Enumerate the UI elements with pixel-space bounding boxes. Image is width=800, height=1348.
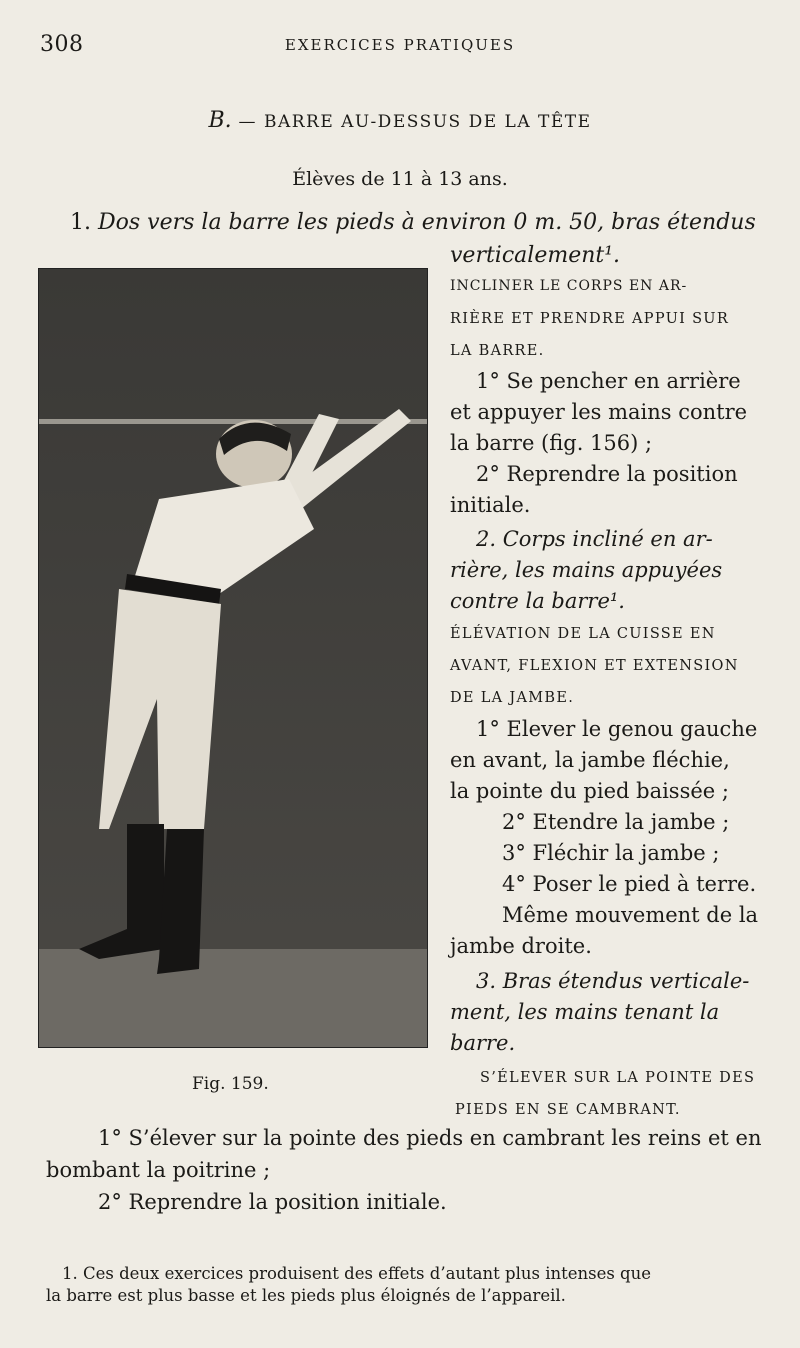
- figure-caption: Fig. 159.: [192, 1074, 269, 1094]
- exercise2-title-line: contre la barre¹.: [450, 589, 625, 613]
- exercise1-heading-line3: [450, 343, 545, 359]
- exercise1-number: 1.: [70, 210, 91, 235]
- exercise1-heading-line2: [450, 311, 729, 327]
- exercise1-heading-text1: INCLINER LE CORPS EN AR-: [450, 278, 688, 294]
- exercise2-step-line: 3° Fléchir la jambe ;: [502, 841, 720, 865]
- exercise3-heading-text1: S’ÉLEVER SUR LA POINTE DES: [480, 1070, 756, 1086]
- exercise2-title-line: 2. Corps incliné en ar-: [476, 527, 713, 551]
- exercise3-title: [450, 966, 764, 1059]
- exercise3-heading-text2: PIEDS EN SE CAMBRANT.: [455, 1102, 681, 1118]
- exercise1-heading-text2: RIÈRE ET PRENDRE APPUI SUR: [450, 311, 730, 327]
- running-head: EXERCICES PRATIQUES: [284, 36, 516, 54]
- exercise3-step-line: 1° S’élever sur la pointe des pieds en cambrant les reins et en: [98, 1126, 762, 1150]
- exercise1-step-line: initiale.: [450, 493, 531, 517]
- exercise2-heading-line3: [450, 690, 574, 706]
- exercise3-step-line: bombant la poitrine ;: [46, 1158, 271, 1182]
- exercise2-heading-text2: AVANT, FLEXION ET EXTENSION: [450, 658, 739, 674]
- exercise1-steps: [450, 366, 764, 521]
- exercise2-step-line: 2° Etendre la jambe ;: [502, 810, 730, 834]
- exercise2-step-line: 1° Elever le genou gauche: [476, 717, 758, 741]
- exercise1-title-cont: [450, 243, 620, 268]
- page-number: 308: [40, 32, 84, 57]
- exercise2-heading-line2: [450, 658, 739, 674]
- exercise1-step-line: 1° Se pencher en arrière: [476, 369, 741, 393]
- exercise1-step-line: la barre (fig. 156) ;: [450, 431, 653, 455]
- exercise1-step-line: et appuyer les mains contre: [450, 400, 748, 424]
- exercise2-step-line: jambe droite.: [450, 934, 592, 958]
- exercise3-heading-line2: [455, 1102, 681, 1118]
- exercise2-step-line: la pointe du pied baissée ;: [450, 779, 729, 803]
- section-letter: B.: [208, 108, 232, 133]
- gymnast-illustration: [39, 269, 427, 1047]
- exercise1-step-line: 2° Reprendre la position: [476, 462, 738, 486]
- exercise3-heading-line1: [480, 1070, 755, 1086]
- exercise1-title: [70, 210, 756, 235]
- section-heading: — BARRE AU-DESSUS DE LA TÊTE: [238, 112, 592, 132]
- section-subtitle: Élèves de 11 à 13 ans.: [292, 168, 508, 190]
- exercise2-steps: [450, 714, 764, 962]
- exercise3-title-line: barre.: [450, 1031, 516, 1055]
- exercise3-title-line: 3. Bras étendus verticale-: [476, 969, 750, 993]
- exercise3-title-line: ment, les mains tenant la: [450, 1000, 720, 1024]
- exercise1-heading-text3: LA BARRE.: [450, 343, 545, 359]
- exercise3-step-line: 2° Reprendre la position initiale.: [98, 1190, 447, 1214]
- footnote-line2: la barre est plus basse et les pieds plus éloignés de l’appareil.: [46, 1286, 566, 1305]
- exercise2-title: [450, 524, 764, 617]
- horizontal-bar: [39, 419, 427, 424]
- section-title: [0, 108, 800, 133]
- exercise2-step-line: 4° Poser le pied à terre.: [502, 872, 757, 896]
- exercise1-title-line2: verticalement¹.: [450, 243, 621, 268]
- exercise2-heading-text3: DE LA JAMBE.: [450, 690, 575, 706]
- exercise1-heading-line1: [450, 278, 687, 294]
- exercise2-heading-text1: ÉLÉVATION DE LA CUISSE EN: [450, 626, 716, 642]
- exercise2-step-line: en avant, la jambe fléchie,: [450, 748, 730, 772]
- footnote-line1: 1. Ces deux exercices produisent des effets d’autant plus intenses que: [62, 1264, 652, 1283]
- exercise2-step-line: Même mouvement de la: [502, 903, 759, 927]
- exercise1-title-line1: Dos vers la barre les pieds à environ 0 m. 50, bras étendus: [98, 210, 756, 235]
- exercise2-title-line: rière, les mains appuyées: [450, 558, 723, 582]
- exercise2-heading-line1: [450, 626, 716, 642]
- figure-photo: [38, 268, 428, 1048]
